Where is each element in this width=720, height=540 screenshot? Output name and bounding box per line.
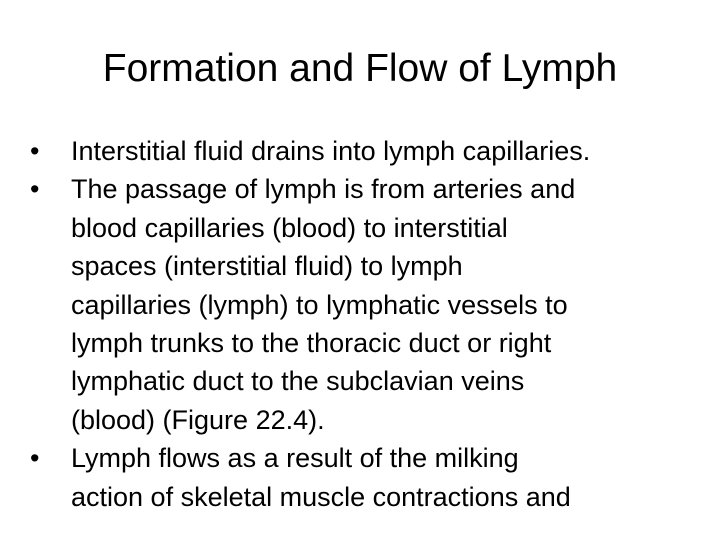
bullet-2-line-6: lymphatic duct to the subclavian veins	[71, 366, 525, 397]
bullet-2-line-2: blood capillaries (blood) to interstitial	[71, 212, 508, 243]
bullet-marker: •	[30, 443, 40, 474]
bullet-marker: •	[30, 136, 40, 166]
bullet-item-3	[30, 439, 710, 516]
bullet-1-line-1: Interstitial fluid drains into lymph capillaries.	[71, 136, 591, 166]
bullet-item-2	[30, 170, 710, 439]
bullet-2-line-5: lymph trunks to the thoracic duct or right	[71, 328, 552, 359]
bullet-2-line-4: capillaries (lymph) to lymphatic vessels to	[71, 289, 568, 320]
bullet-2-line-3: spaces (interstitial fluid) to lymph	[71, 251, 463, 282]
bullet-3-line-2: action of skeletal muscle contractions and	[71, 481, 571, 512]
bullet-3-line-1: Lymph flows as a result of the milking	[71, 443, 519, 474]
bullet-list	[30, 132, 710, 516]
bullet-2-line-7: (blood) (Figure 22.4).	[71, 404, 325, 435]
bullet-marker: •	[30, 174, 40, 205]
bullet-item-1	[30, 132, 710, 170]
bullet-2-line-1: The passage of lymph is from arteries and	[71, 174, 576, 205]
slide-title: Formation and Flow of Lymph	[102, 47, 618, 90]
